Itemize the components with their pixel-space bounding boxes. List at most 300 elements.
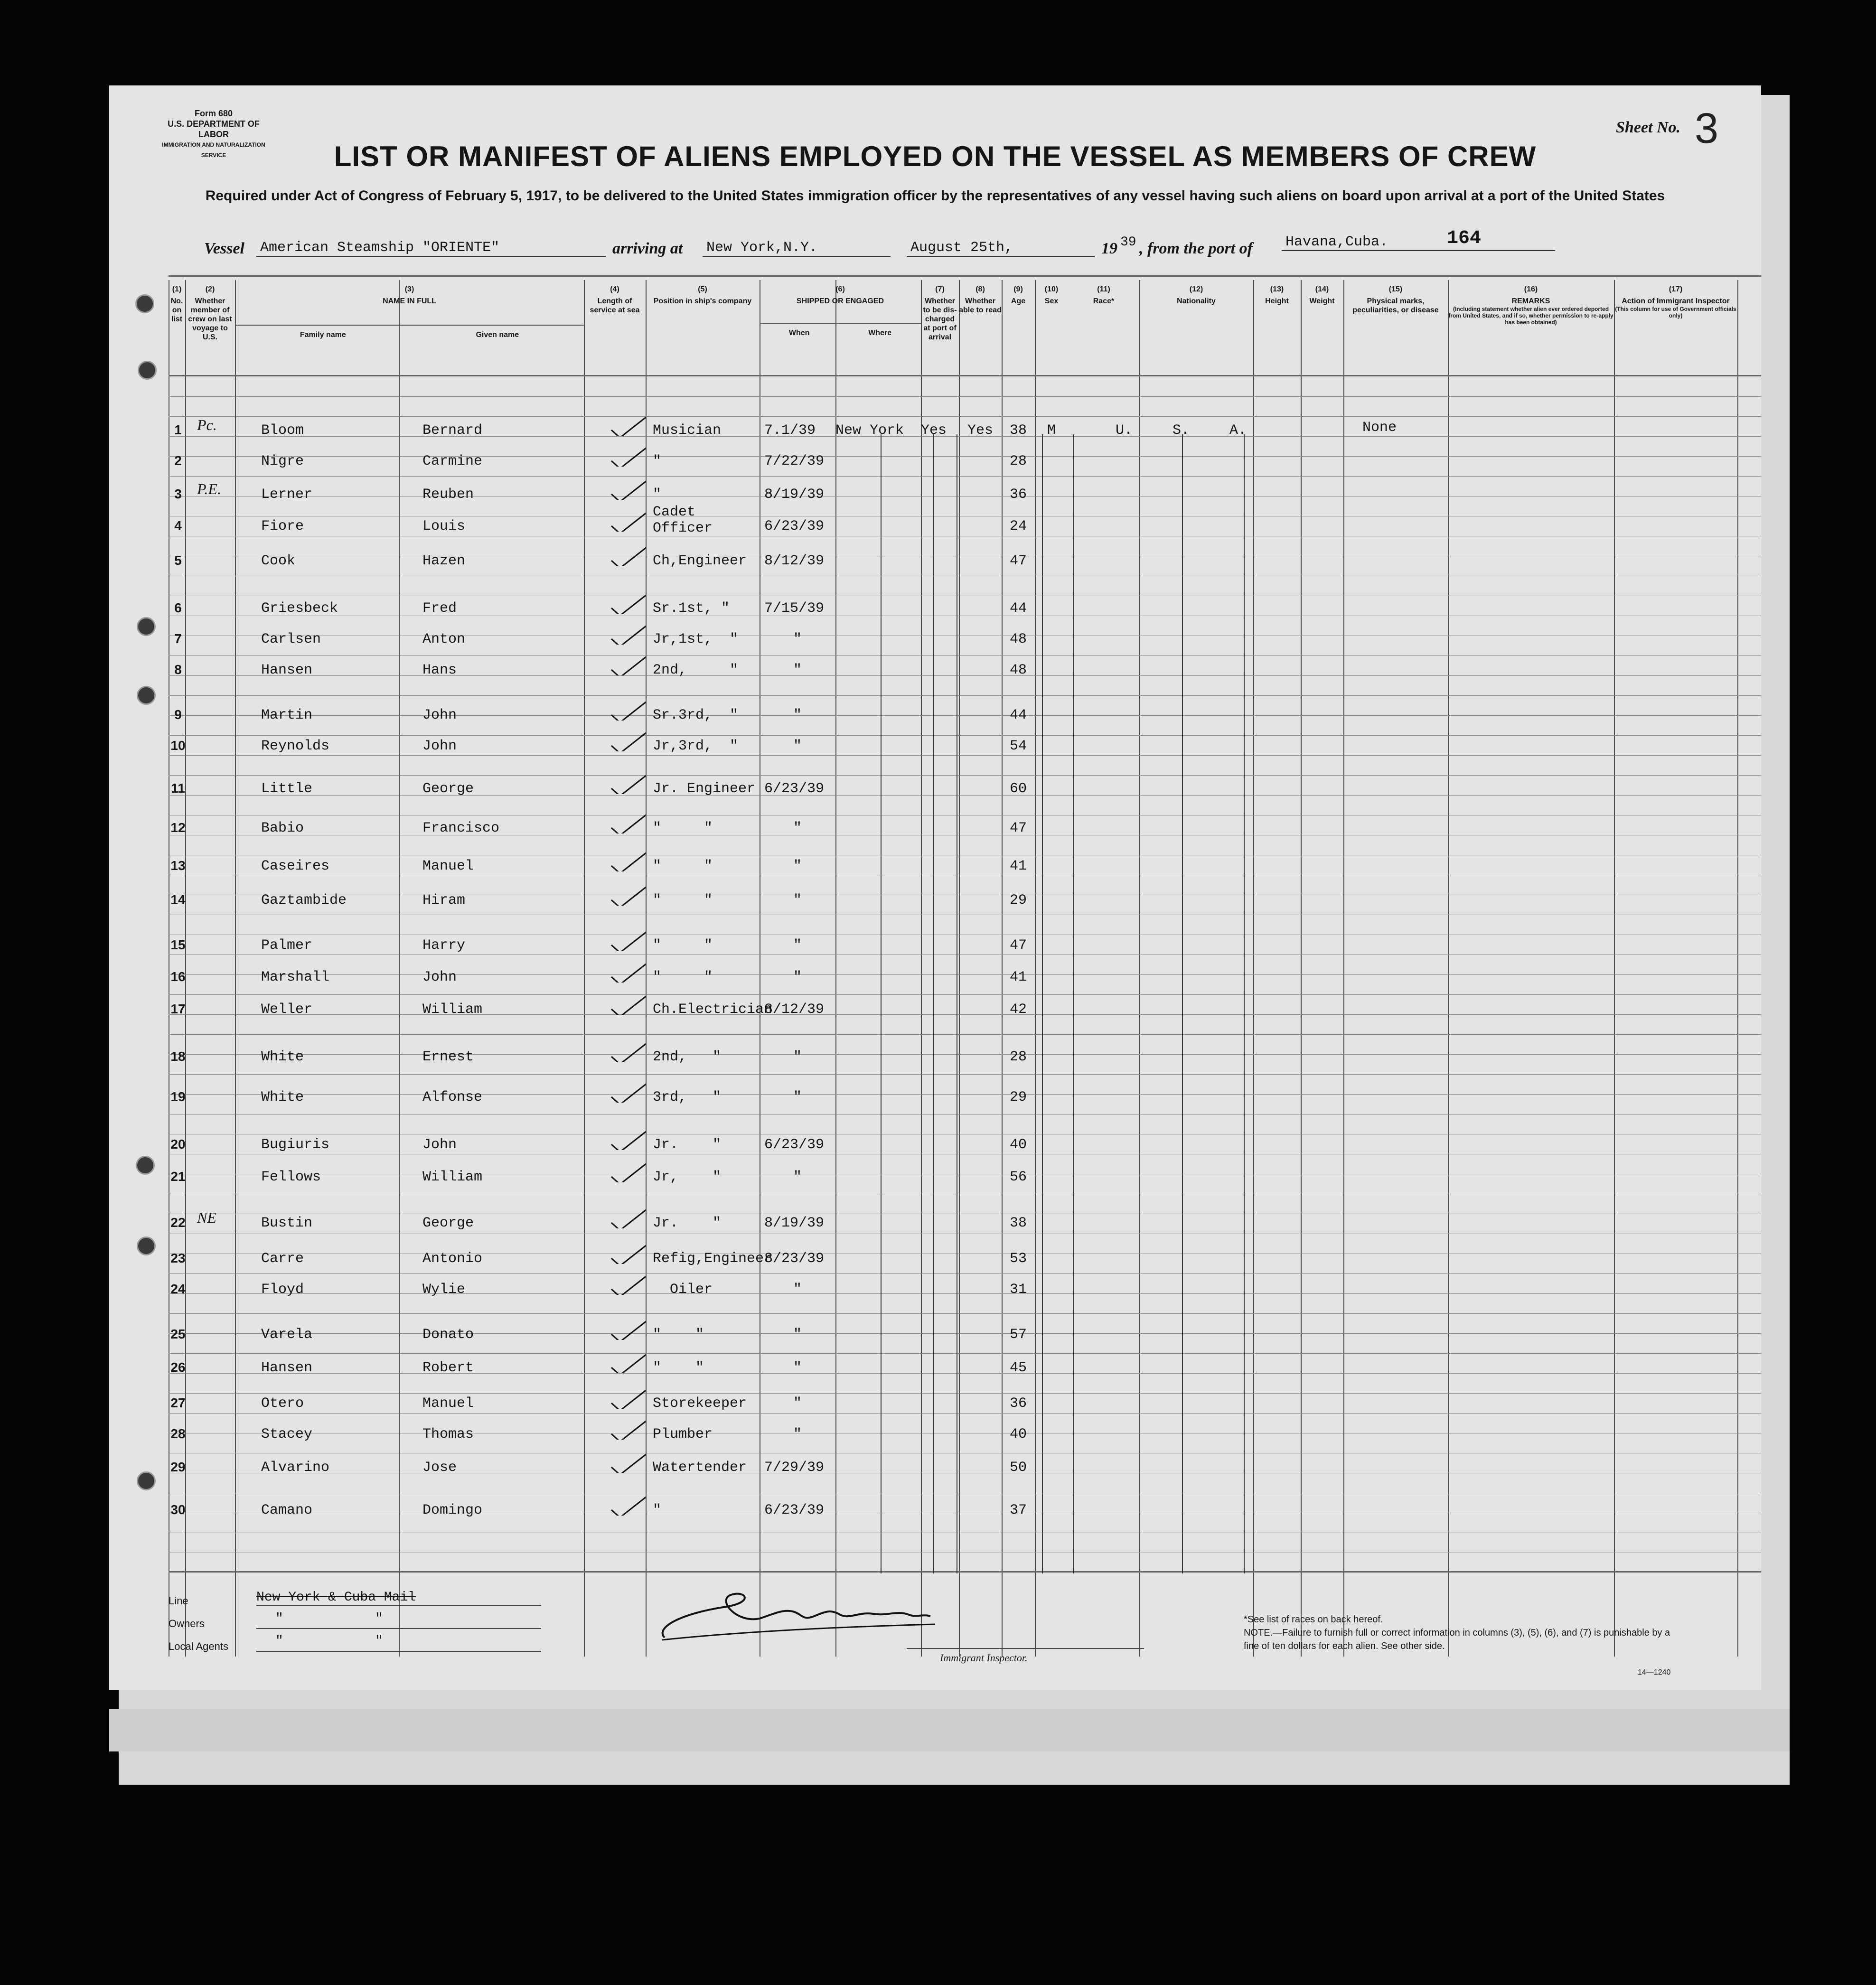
age: 53 bbox=[1009, 1251, 1027, 1267]
row-number: 28 bbox=[170, 1426, 186, 1441]
age: 36 bbox=[1009, 1395, 1027, 1412]
column-label: Nationality bbox=[1177, 297, 1216, 305]
ditto-line-nat2 bbox=[1244, 434, 1245, 1573]
age: 47 bbox=[1009, 937, 1027, 954]
column-number: (2) bbox=[205, 285, 215, 293]
position: Plumber bbox=[653, 1426, 713, 1442]
position: Ch.Electrician bbox=[653, 1002, 773, 1018]
shipped-when: 6/23/39 bbox=[764, 1137, 825, 1153]
family-name: Fiore bbox=[261, 518, 304, 534]
grid-column-line bbox=[959, 280, 960, 1657]
column-label: SHIPPED OR ENGAGED bbox=[796, 297, 884, 305]
ruled-line bbox=[169, 775, 1761, 776]
row-number: 5 bbox=[174, 553, 182, 568]
list-number: 164 bbox=[1446, 228, 1481, 249]
family-name: Griesbeck bbox=[261, 600, 338, 617]
given-name: John bbox=[422, 707, 457, 723]
column-header bbox=[169, 285, 185, 324]
service-name: IMMIGRATION AND NATURALIZATION SERVICE bbox=[162, 141, 265, 159]
ruled-line bbox=[169, 974, 1761, 975]
column-label: Length of service at sea bbox=[590, 297, 640, 314]
age: 40 bbox=[1009, 1137, 1027, 1153]
binder-hole bbox=[137, 617, 156, 636]
column-label: Height bbox=[1265, 297, 1289, 305]
column-number: (16) bbox=[1524, 285, 1538, 293]
position: Refig,Engineer bbox=[653, 1251, 773, 1267]
row-number: 4 bbox=[174, 518, 182, 533]
given-name: George bbox=[422, 1215, 474, 1231]
position: Jr,3rd, " bbox=[653, 738, 739, 754]
shipped-when: " bbox=[793, 1282, 802, 1298]
column-header bbox=[1139, 285, 1253, 306]
age: 28 bbox=[1009, 1049, 1027, 1065]
grid-column-line bbox=[1614, 280, 1615, 1657]
column-number: (5) bbox=[698, 285, 707, 293]
position: 2nd, " bbox=[653, 662, 739, 678]
penalty-note: NOTE.—Failure to furnish full or correct information in columns (3), (5), (6), and (7) is punishable by a fine of ten dollars for each alien. See other side. bbox=[1244, 1628, 1670, 1651]
given-name: Manuel bbox=[422, 858, 474, 874]
given-name: Jose bbox=[422, 1460, 457, 1476]
shipped-when: 8/12/39 bbox=[764, 1002, 825, 1018]
shipped-when: " bbox=[793, 1360, 802, 1376]
column-label: Age bbox=[1011, 297, 1026, 305]
ruled-line bbox=[169, 1293, 1761, 1294]
service-check-mark bbox=[608, 1040, 646, 1062]
column-number: (3) bbox=[404, 285, 414, 293]
row-number: 7 bbox=[174, 631, 182, 646]
shipped-when: " bbox=[793, 1089, 802, 1105]
position: " " bbox=[653, 1327, 704, 1343]
position: Jr,1st, " bbox=[653, 631, 739, 647]
age: 44 bbox=[1009, 600, 1027, 617]
column-label: Whether to be dis-charged at port of arrival bbox=[923, 297, 957, 341]
family-name: Gaztambide bbox=[261, 892, 347, 908]
line-value: New York & Cuba Mail bbox=[256, 1590, 541, 1606]
row-number: 12 bbox=[170, 820, 186, 835]
ruled-line bbox=[169, 735, 1761, 736]
shipped-when: 6/23/39 bbox=[764, 518, 825, 534]
column-note: (Including statement whether alien ever ordered deported from United States, and if so, whether permission to re-apply has been obtained) bbox=[1448, 306, 1613, 326]
form-number: Form 680 bbox=[194, 109, 233, 118]
binder-hole bbox=[136, 1156, 155, 1175]
discharged: Yes bbox=[921, 422, 947, 439]
given-name: Hazen bbox=[422, 553, 466, 569]
nationality: S. bbox=[1172, 422, 1190, 439]
column-sub-label: Family name bbox=[300, 331, 346, 339]
service-check-mark bbox=[608, 414, 646, 436]
ruled-line bbox=[169, 476, 1761, 477]
able-to-read: Yes bbox=[967, 422, 993, 439]
row-number: 19 bbox=[170, 1089, 186, 1104]
position: " bbox=[653, 453, 662, 469]
column-header bbox=[1343, 285, 1448, 315]
ruled-line bbox=[169, 1014, 1761, 1015]
grid-column-line bbox=[235, 280, 236, 1657]
column-number: (7) bbox=[935, 285, 945, 293]
ruled-line bbox=[169, 1353, 1761, 1354]
ruled-line bbox=[169, 695, 1761, 696]
ditto-line-discharged bbox=[933, 434, 934, 1573]
arrival-port: New York,N.Y. bbox=[703, 240, 891, 257]
shipped-when: " bbox=[793, 631, 802, 647]
row-number: 14 bbox=[170, 892, 186, 907]
manifest-sheet bbox=[109, 85, 1761, 1690]
column-label: NAME IN FULL bbox=[383, 297, 436, 305]
position: Jr. Engineer bbox=[653, 781, 756, 797]
given-name: Ernest bbox=[422, 1049, 474, 1065]
position: " " bbox=[653, 892, 713, 908]
from-port-label: , from the port of bbox=[1139, 240, 1253, 257]
shipped-when: 8/23/39 bbox=[764, 1251, 825, 1267]
position: Sr.1st, " bbox=[653, 600, 730, 617]
ruled-line bbox=[169, 1393, 1761, 1394]
agents-value-1: " bbox=[275, 1634, 283, 1648]
row-number: 16 bbox=[170, 969, 186, 984]
row-number: 21 bbox=[170, 1169, 186, 1184]
service-check-mark bbox=[608, 1081, 646, 1103]
ditto-line-sex bbox=[1042, 434, 1043, 1573]
column-header bbox=[760, 285, 921, 337]
shipped-when: " bbox=[793, 1327, 802, 1343]
owners-line bbox=[256, 1628, 541, 1629]
position: Oiler bbox=[653, 1282, 713, 1298]
grid-column-line bbox=[1737, 280, 1738, 1657]
position: Musician bbox=[653, 422, 722, 439]
column-label: No. on list bbox=[170, 297, 183, 323]
age: 41 bbox=[1009, 858, 1027, 874]
row-number: 24 bbox=[170, 1282, 186, 1296]
row-number: 2 bbox=[174, 453, 182, 468]
given-name: Harry bbox=[422, 937, 466, 954]
family-name: Reynolds bbox=[261, 738, 330, 754]
ruled-line bbox=[169, 1074, 1761, 1075]
given-name: Hiram bbox=[422, 892, 466, 908]
service-check-mark bbox=[608, 1451, 646, 1473]
grid-column-line bbox=[1139, 280, 1140, 1657]
row-number: 3 bbox=[174, 487, 182, 501]
column-header bbox=[235, 285, 584, 339]
column-number: (9) bbox=[1013, 285, 1023, 293]
column-number: (1) bbox=[172, 285, 182, 293]
department-name: U.S. DEPARTMENT OF LABOR bbox=[168, 119, 260, 139]
previous-voyage-mark: P.E. bbox=[197, 480, 221, 497]
binder-hole bbox=[138, 361, 157, 380]
column-header bbox=[646, 285, 760, 306]
position: " " bbox=[653, 858, 713, 874]
family-name: Nigre bbox=[261, 453, 304, 469]
grid-rule bbox=[169, 1571, 1761, 1573]
column-label: Whether member of crew on last voyage to U.S. bbox=[188, 297, 232, 341]
position: Jr. " bbox=[653, 1215, 722, 1231]
shipped-when: 7/22/39 bbox=[764, 453, 825, 469]
service-check-mark bbox=[608, 1318, 646, 1340]
shipped-when: 8/12/39 bbox=[764, 553, 825, 569]
grid-column-line bbox=[1301, 280, 1302, 1657]
agents-value-2: " bbox=[375, 1634, 383, 1648]
row-number: 17 bbox=[170, 1002, 186, 1016]
family-name: Stacey bbox=[261, 1426, 313, 1442]
given-name: Carmine bbox=[422, 453, 483, 469]
grid-column-line bbox=[921, 280, 922, 1657]
service-check-mark bbox=[608, 623, 646, 645]
grid-column-line bbox=[399, 280, 400, 1657]
service-check-mark bbox=[608, 1387, 646, 1409]
given-name: Alfonse bbox=[422, 1089, 483, 1105]
position: Ch,Engineer bbox=[653, 553, 747, 569]
position: " " bbox=[653, 820, 713, 836]
column-header bbox=[1253, 285, 1301, 306]
service-check-mark bbox=[608, 654, 646, 675]
column-label: REMARKS bbox=[1511, 297, 1550, 305]
shipped-when: 6/23/39 bbox=[764, 1502, 825, 1518]
column-number: (10) bbox=[1044, 285, 1059, 293]
shipped-when: " bbox=[793, 1426, 802, 1442]
race: U. bbox=[1116, 422, 1133, 439]
year-prefix: 19 bbox=[1101, 240, 1117, 257]
column-label: Sex bbox=[1044, 297, 1059, 305]
position: 3rd, " bbox=[653, 1089, 722, 1105]
shipped-when: 8/19/39 bbox=[764, 1215, 825, 1231]
column-label: Action of Immigrant Inspector bbox=[1622, 297, 1730, 305]
shipped-when: " bbox=[793, 892, 802, 908]
position: 2nd, " bbox=[653, 1049, 722, 1065]
service-check-mark bbox=[608, 1273, 646, 1295]
grid-column-line bbox=[584, 280, 585, 1657]
family-name: Alvarino bbox=[261, 1460, 330, 1476]
age: 60 bbox=[1009, 781, 1027, 797]
given-name: Thomas bbox=[422, 1426, 474, 1442]
column-header bbox=[1301, 285, 1343, 306]
family-name: Varela bbox=[261, 1327, 313, 1343]
position: Jr. " bbox=[653, 1137, 722, 1153]
row-number: 25 bbox=[170, 1327, 186, 1341]
given-name: Wylie bbox=[422, 1282, 466, 1298]
column-header bbox=[1448, 285, 1614, 326]
given-name: Anton bbox=[422, 631, 466, 647]
shipped-when: " bbox=[793, 738, 802, 754]
age: 37 bbox=[1009, 1502, 1027, 1518]
age: 28 bbox=[1009, 453, 1027, 469]
column-number: (6) bbox=[835, 285, 845, 293]
given-name: Donato bbox=[422, 1327, 474, 1343]
agents-line bbox=[256, 1651, 541, 1652]
ruled-line bbox=[169, 655, 1761, 656]
given-name: Antonio bbox=[422, 1251, 483, 1267]
age: 38 bbox=[1009, 422, 1027, 439]
ruled-line bbox=[169, 456, 1761, 457]
service-check-mark bbox=[608, 812, 646, 833]
column-number: (8) bbox=[976, 285, 985, 293]
shipped-where: New York bbox=[835, 422, 904, 439]
service-check-mark bbox=[608, 772, 646, 794]
age: 50 bbox=[1009, 1460, 1027, 1476]
shipped-when: " bbox=[793, 937, 802, 954]
ruled-line bbox=[169, 1373, 1761, 1374]
inspector-signature bbox=[650, 1581, 992, 1652]
inspector-label: Immigrant Inspector. bbox=[940, 1652, 1028, 1664]
family-name: Carre bbox=[261, 1251, 304, 1267]
column-number: (12) bbox=[1189, 285, 1203, 293]
row-number: 11 bbox=[171, 781, 185, 796]
service-check-mark bbox=[608, 592, 646, 614]
row-number: 30 bbox=[170, 1502, 186, 1517]
underlying-page-edge bbox=[109, 1709, 1790, 1751]
row-number: 26 bbox=[170, 1360, 186, 1375]
ruled-line bbox=[169, 1333, 1761, 1334]
family-name: Hansen bbox=[261, 662, 313, 678]
service-check-mark bbox=[608, 1128, 646, 1150]
column-header bbox=[921, 285, 959, 342]
column-label: Weight bbox=[1309, 297, 1335, 305]
row-number: 10 bbox=[170, 738, 186, 753]
family-name: Lerner bbox=[261, 487, 313, 503]
service-check-mark bbox=[608, 1494, 646, 1516]
given-name: William bbox=[422, 1169, 483, 1185]
line-label: Line bbox=[169, 1595, 188, 1607]
family-name: Little bbox=[261, 781, 313, 797]
ditto-line-nationality bbox=[1182, 434, 1183, 1573]
given-name: Louis bbox=[422, 518, 466, 534]
vessel-name: American Steamship "ORIENTE" bbox=[256, 240, 606, 257]
service-check-mark bbox=[608, 1207, 646, 1228]
vessel-label: Vessel bbox=[204, 240, 244, 257]
year-value: 39 bbox=[1120, 235, 1136, 250]
binder-hole bbox=[137, 686, 156, 705]
age: 42 bbox=[1009, 1002, 1027, 1018]
position: Watertender bbox=[653, 1460, 747, 1476]
service-check-mark bbox=[608, 1242, 646, 1264]
family-name: Bustin bbox=[261, 1215, 313, 1231]
ruled-line bbox=[169, 795, 1761, 796]
arrival-date: August 25th, bbox=[907, 240, 1095, 257]
position: " bbox=[653, 1502, 662, 1518]
column-header bbox=[1614, 285, 1737, 319]
age: 57 bbox=[1009, 1327, 1027, 1343]
column-label: Physical marks, peculiarities, or disease bbox=[1352, 297, 1439, 314]
service-check-mark bbox=[608, 478, 646, 500]
given-name: Fred bbox=[422, 600, 457, 617]
column-label: Whether able to read bbox=[959, 297, 1002, 314]
column-number: (4) bbox=[610, 285, 619, 293]
ruled-line bbox=[169, 416, 1761, 417]
position: Cadet Officer bbox=[653, 504, 713, 536]
age: 56 bbox=[1009, 1169, 1027, 1185]
age: 29 bbox=[1009, 892, 1027, 908]
given-name: Robert bbox=[422, 1360, 474, 1376]
arriving-label: arriving at bbox=[612, 240, 683, 257]
family-name: Bloom bbox=[261, 422, 304, 439]
age: 29 bbox=[1009, 1089, 1027, 1105]
shipped-when: " bbox=[793, 969, 802, 985]
previous-voyage-mark: NE bbox=[197, 1209, 216, 1226]
position: " " bbox=[653, 937, 713, 954]
service-check-mark bbox=[608, 699, 646, 721]
family-name: Palmer bbox=[261, 937, 313, 954]
ruled-line bbox=[169, 755, 1761, 756]
row-number: 8 bbox=[174, 662, 182, 677]
column-note: (This column for use of Government officials only) bbox=[1615, 306, 1736, 319]
ditto-line-race bbox=[1073, 434, 1074, 1573]
shipped-when: " bbox=[793, 1395, 802, 1412]
grid-rule bbox=[169, 275, 1761, 277]
service-check-mark bbox=[608, 884, 646, 906]
position: " " bbox=[653, 1360, 704, 1376]
family-name: Cook bbox=[261, 553, 296, 569]
column-label: Position in ship's company bbox=[653, 297, 752, 305]
family-name: Floyd bbox=[261, 1282, 304, 1298]
column-number: (11) bbox=[1097, 285, 1110, 293]
binder-hole bbox=[137, 1471, 156, 1490]
shipped-when: 7/15/39 bbox=[764, 600, 825, 617]
age: 31 bbox=[1009, 1282, 1027, 1298]
given-name: Bernard bbox=[422, 422, 483, 439]
family-name: Weller bbox=[261, 1002, 313, 1018]
service-check-mark bbox=[608, 1418, 646, 1440]
owners-value-1: " bbox=[275, 1611, 283, 1626]
inspector-line bbox=[907, 1648, 1144, 1649]
sex: M bbox=[1047, 422, 1056, 439]
physical-marks: None bbox=[1362, 420, 1397, 436]
service-check-mark bbox=[608, 1351, 646, 1373]
age: 48 bbox=[1009, 662, 1027, 678]
shipped-when: " bbox=[793, 1049, 802, 1065]
shipped-when: " bbox=[793, 707, 802, 723]
races-note: *See list of races on back hereof. bbox=[1244, 1614, 1383, 1625]
given-name: John bbox=[422, 969, 457, 985]
grid-column-line bbox=[1343, 280, 1344, 1657]
service-check-mark bbox=[608, 1161, 646, 1182]
given-name: Reuben bbox=[422, 487, 474, 503]
ruled-line bbox=[169, 1273, 1761, 1274]
ditto-line-where bbox=[881, 434, 882, 1573]
column-number: (13) bbox=[1270, 285, 1284, 293]
position: Jr, " bbox=[653, 1169, 722, 1185]
service-check-mark bbox=[608, 544, 646, 566]
binder-hole bbox=[135, 294, 154, 313]
column-header bbox=[584, 285, 646, 315]
given-name: John bbox=[422, 1137, 457, 1153]
age: 36 bbox=[1009, 487, 1027, 503]
sheet-number-label: Sheet No. bbox=[1616, 119, 1680, 136]
departure-port: Havana,Cuba. bbox=[1282, 234, 1555, 251]
family-name: Fellows bbox=[261, 1169, 321, 1185]
grid-column-line bbox=[1253, 280, 1254, 1657]
given-name: Hans bbox=[422, 662, 457, 678]
shipped-when: " bbox=[793, 858, 802, 874]
grid-column-line bbox=[646, 280, 647, 1657]
family-name: Martin bbox=[261, 707, 313, 723]
position: Storekeeper bbox=[653, 1395, 747, 1412]
shipped-when: 7/29/39 bbox=[764, 1460, 825, 1476]
position: " bbox=[653, 487, 662, 503]
grid-column-line bbox=[1448, 280, 1449, 1657]
column-number: (17) bbox=[1669, 285, 1683, 293]
ruled-line bbox=[169, 994, 1761, 995]
shipped-when: 8/19/39 bbox=[764, 487, 825, 503]
ruled-line bbox=[169, 715, 1761, 716]
shipped-when: " bbox=[793, 1169, 802, 1185]
service-check-mark bbox=[608, 961, 646, 983]
binder-hole bbox=[137, 1236, 156, 1255]
nationality-cont: A. bbox=[1229, 422, 1247, 439]
family-name: Bugiuris bbox=[261, 1137, 330, 1153]
shipped-when: 6/23/39 bbox=[764, 781, 825, 797]
column-number: (15) bbox=[1388, 285, 1403, 293]
service-check-mark bbox=[608, 850, 646, 871]
shipped-when: " bbox=[793, 662, 802, 678]
age: 44 bbox=[1009, 707, 1027, 723]
column-number: (14) bbox=[1315, 285, 1329, 293]
